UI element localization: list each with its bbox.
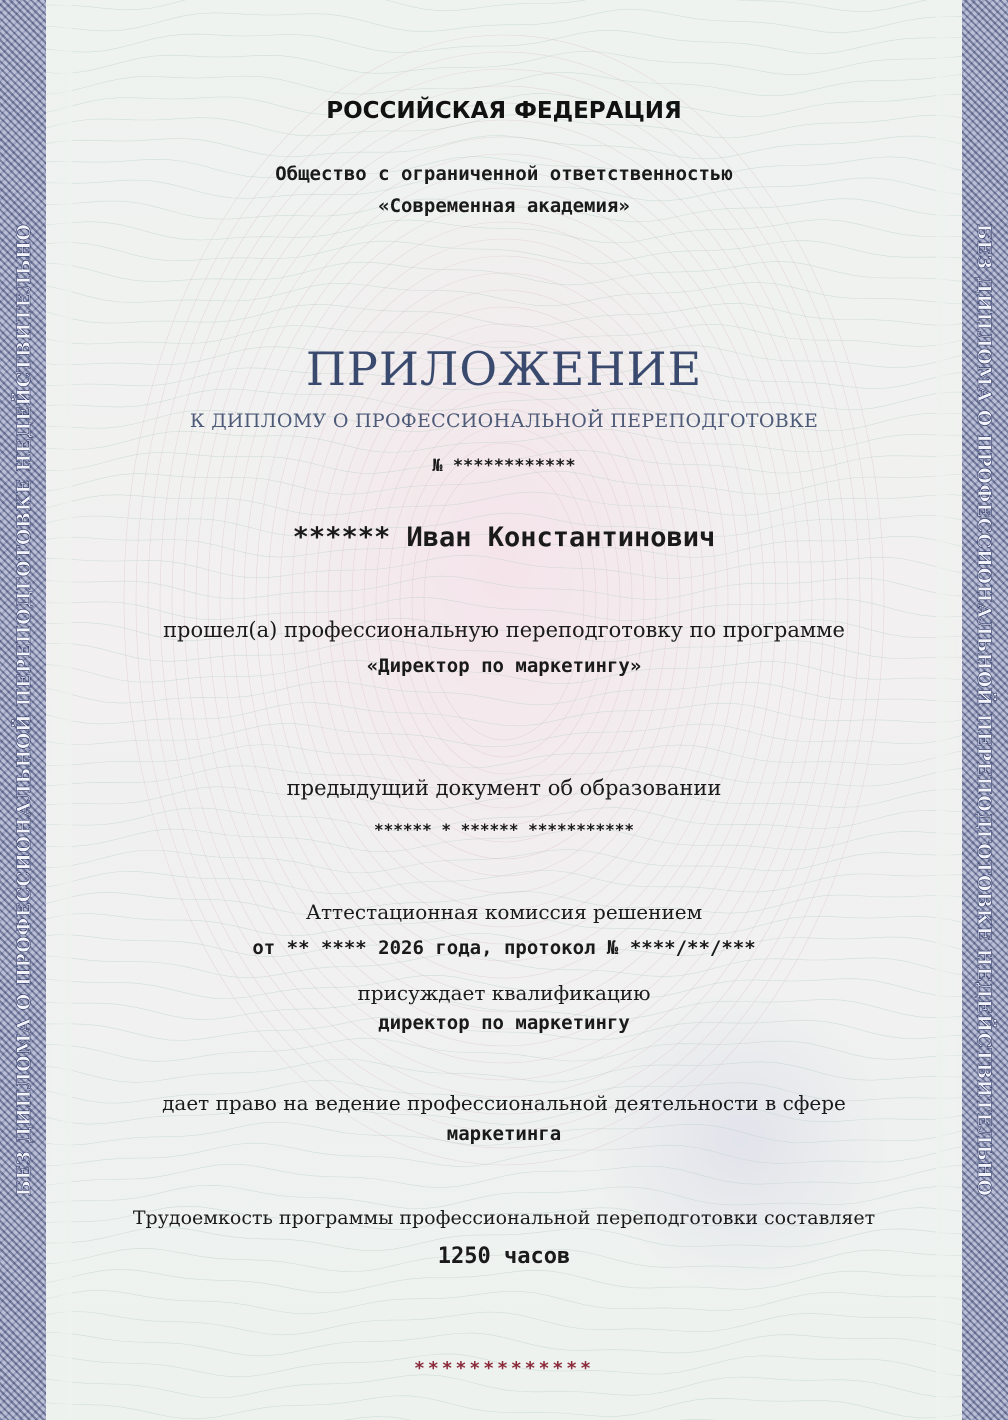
guilloche-line: [40, 220, 968, 244]
program-hours: 1250 часов: [437, 1244, 571, 1269]
guilloche-line: [40, 72, 968, 96]
guilloche-ring: [400, 426, 608, 774]
guilloche-line: [40, 1185, 968, 1208]
guilloche-line: [40, 51, 968, 75]
guilloche-ring: [196, 137, 812, 1063]
guilloche-line: [40, 1291, 968, 1314]
guilloche-line: [40, 871, 968, 894]
guilloche-ring: [232, 188, 776, 1012]
document-title: ПРИЛОЖЕНИЕ: [305, 342, 703, 396]
guilloche-ring: [256, 222, 752, 978]
guilloche-line: [40, 282, 968, 306]
guilloche-line: [40, 849, 968, 873]
guilloche-line: [40, 1333, 968, 1356]
passed-statement: прошел(а) профессиональную переподготовку по программе: [163, 618, 845, 642]
holder-full-name: ****** Иван Константинович: [292, 522, 716, 553]
guilloche-line: [40, 1143, 968, 1166]
guilloche-line: [40, 745, 968, 769]
professional-sphere: маркетинга: [446, 1123, 562, 1145]
previous-document-value: ****** * ****** ***********: [373, 820, 635, 839]
organization-name: «Современная академия»: [378, 195, 630, 217]
guilloche-line: [40, 702, 968, 726]
organization-type: Общество с ограниченной ответственностью: [275, 163, 733, 185]
guilloche-line: [40, 1417, 968, 1420]
guilloche-line: [40, 1164, 968, 1188]
guilloche-line: [40, 576, 968, 600]
commission-statement: Аттестационная комиссия решением: [305, 900, 703, 924]
previous-document-label: предыдущий документ об образовании: [286, 776, 722, 800]
qualification-name: директор по маркетингу: [378, 1012, 630, 1034]
guilloche-line: [40, 1396, 968, 1419]
left-border-text: БЕЗ ДИПЛОМА О ПРОФЕССИОНАЛЬНОЙ ПЕРЕПОДГОТОВКЕ НЕДЕЙСТВИТЕЛЬНО: [13, 223, 35, 1197]
document-number: № ************: [432, 456, 576, 476]
guilloche-line: [40, 1269, 968, 1293]
guilloche-line: [40, 555, 968, 578]
program-name: «Директор по маркетингу»: [366, 655, 642, 677]
guilloche-line: [40, 136, 968, 159]
guilloche-line: [40, 30, 968, 53]
right-statement: дает право на ведение профессиональной деятельности в сфере: [162, 1091, 846, 1115]
guilloche-line: [40, 0, 968, 12]
right-border-text: БЕЗ ДИПЛОМА О ПРОФЕССИОНАЛЬНОЙ ПЕРЕПОДГОТОВКЕ НЕДЕЙСТВИТЕЛЬНО: [973, 223, 995, 1197]
document-subtitle: К ДИПЛОМУ О ПРОФЕССИОНАЛЬНОЙ ПЕРЕПОДГОТОВКЕ: [189, 410, 819, 432]
guilloche-line: [40, 724, 968, 747]
guilloche-line: [40, 1059, 968, 1082]
country-heading: РОССИЙСКАЯ ФЕДЕРАЦИЯ: [326, 98, 682, 124]
awards-statement: присуждает квалификацию: [357, 981, 651, 1005]
labor-intensity-statement: Трудоемкость программы профессиональной переподготовки составляет: [132, 1207, 876, 1229]
guilloche-ring: [160, 86, 848, 1114]
guilloche-ring: [376, 392, 632, 808]
serial-number: *************: [414, 1358, 594, 1379]
guilloche-line: [40, 429, 968, 453]
guilloche-line: [40, 9, 968, 33]
guilloche-line: [40, 1038, 968, 1061]
guilloche-line: [40, 1312, 968, 1335]
guilloche-ring: [412, 443, 596, 757]
guilloche-ring: [244, 205, 764, 995]
decision-details: от ** **** 2026 года, протокол № ****/**/***: [252, 937, 756, 959]
guilloche-line: [40, 241, 968, 264]
